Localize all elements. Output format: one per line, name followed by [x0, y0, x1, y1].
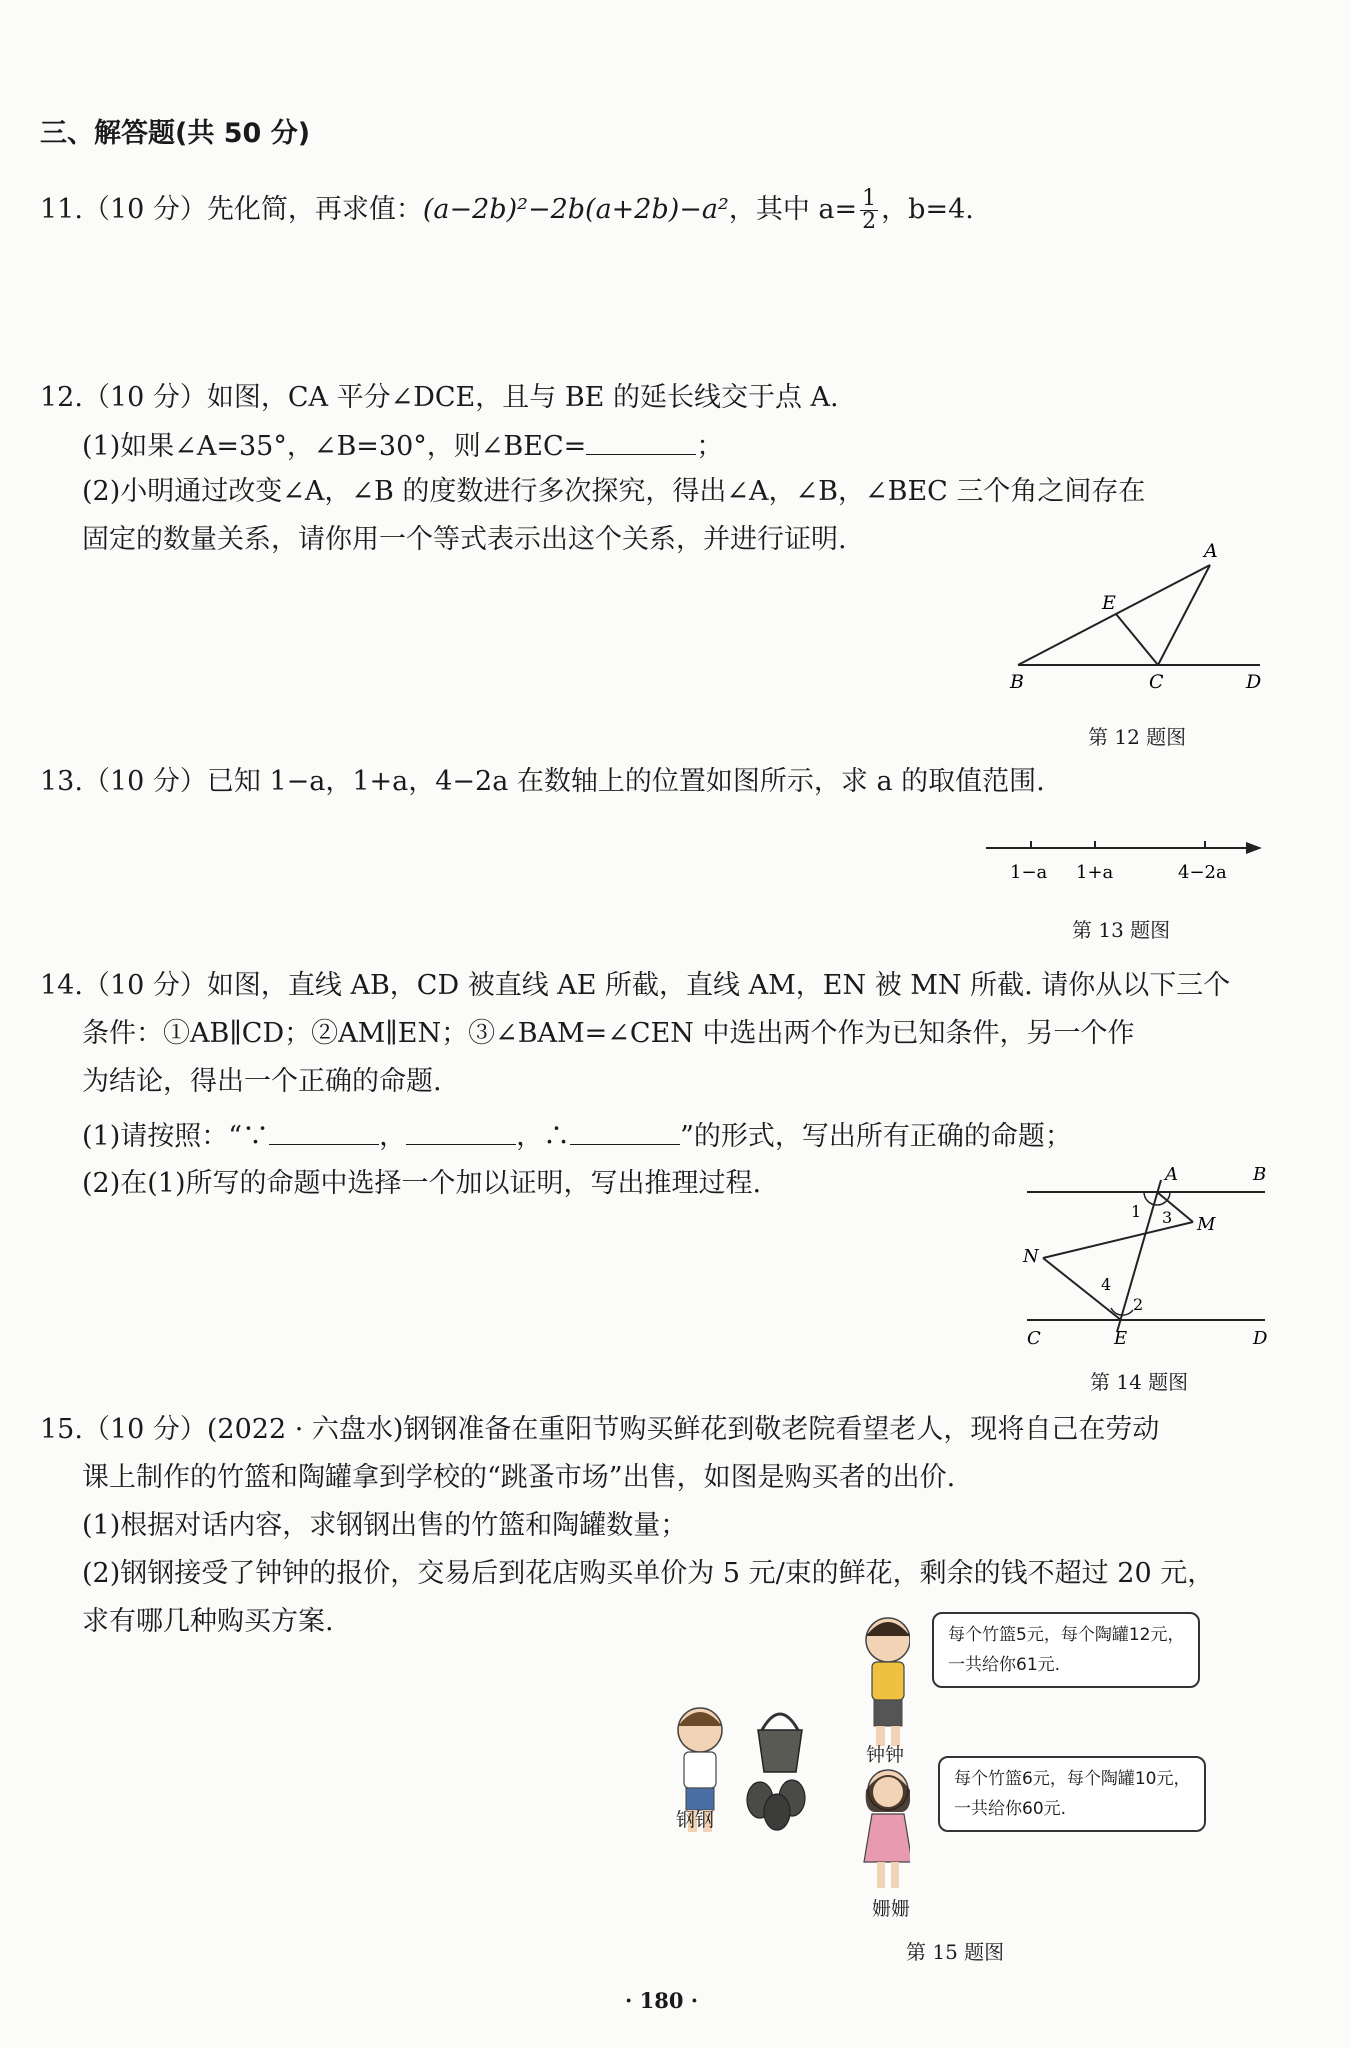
name-shanshan: 姗姗: [872, 1898, 911, 1920]
label-a: A: [1204, 540, 1218, 562]
bubble2-line2: 一共给你60元.: [954, 1799, 1067, 1819]
bubble1-line2: 一共给你61元.: [948, 1655, 1061, 1675]
question-15-part2-line1: (2)钢钢接受了钟钟的报价，交易后到花店购买单价为 5 元/束的鲜花，剩余的钱不超过 20 元，: [82, 1558, 1215, 1589]
label-n: N: [1023, 1246, 1039, 1267]
figure-13-caption: 第 13 题图: [1072, 918, 1171, 942]
question-11: [40, 188, 974, 233]
bubble1-line1: 每个竹篮5元，每个陶罐12元，: [948, 1625, 1185, 1645]
answer-blank[interactable]: [406, 1116, 516, 1145]
question-12-part2-line1: (2)小明通过改变∠A，∠B 的度数进行多次探究，得出∠A，∠B，∠BEC 三个角之间存在: [82, 476, 1146, 507]
q12-part1-text: (1)如果∠A=35°，∠B=30°，则∠BEC=: [82, 431, 587, 462]
label-m: M: [1197, 1214, 1216, 1235]
figure-15-caption: 第 15 题图: [906, 1940, 1005, 1964]
line-mn: [1043, 1222, 1193, 1258]
line-ba: [1018, 565, 1210, 665]
zhongzhong-figure: [866, 1618, 910, 1746]
section-title: 三、解答题(共 50 分): [40, 118, 311, 149]
q11-fraction: [860, 188, 878, 233]
question-14-line2: 条件：①AB∥CD；②AM∥EN；③∠BAM=∠CEN 中选出两个作为已知条件，另一个作: [82, 1018, 1135, 1049]
axis-arrow: [1246, 842, 1262, 854]
q14-part1-end: ”的形式，写出所有正确的命题；: [680, 1121, 1072, 1152]
label-b: B: [1010, 671, 1024, 693]
angle-label-1: 1: [1131, 1202, 1142, 1221]
label-b: B: [1253, 1164, 1267, 1185]
q14-part1-sep: ，: [379, 1121, 407, 1152]
label-d: D: [1253, 1328, 1268, 1349]
angle-label-4: 4: [1101, 1275, 1112, 1294]
basket-icon: [758, 1714, 802, 1772]
question-12-part2-line2: 固定的数量关系，请你用一个等式表示出这个关系，并进行证明.: [82, 524, 847, 555]
label-a: A: [1165, 1164, 1178, 1185]
q14-part1-therefore: ，∴: [516, 1121, 571, 1152]
q11-tail: ，b=4.: [881, 194, 974, 225]
page-number: · 180 ·: [625, 1988, 699, 2013]
tick-label-3: 4−2a: [1178, 862, 1227, 883]
line-ca: [1158, 565, 1210, 665]
figure-13-number-line: [980, 828, 1270, 888]
answer-blank[interactable]: [586, 426, 696, 455]
figure-12-caption: 第 12 题图: [1088, 725, 1187, 749]
q12-part1-end: ；: [696, 431, 724, 462]
q14-part1-text: (1)请按照：“∵: [82, 1121, 270, 1152]
speech-bubble-zhongzhong: [932, 1612, 1200, 1688]
figure-14-caption: 第 14 题图: [1090, 1370, 1189, 1394]
fraction-denominator: 2: [862, 209, 877, 234]
question-14-part1: [82, 1116, 1072, 1155]
label-e: E: [1102, 592, 1116, 614]
question-15-part2-line2: 求有哪几种购买方案.: [82, 1606, 334, 1637]
label-c: C: [1149, 671, 1164, 693]
question-14-part2: (2)在(1)所写的命题中选择一个加以证明，写出推理过程.: [82, 1168, 762, 1199]
label-e: E: [1114, 1328, 1128, 1349]
question-15-line2: 课上制作的竹篮和陶罐拿到学校的“跳蚤市场”出售，如图是购买者的出价.: [82, 1462, 956, 1493]
question-14-line1: 14.（10 分）如图，直线 AB，CD 被直线 AE 所截，直线 AM，EN 被 MN 所截. 请你从以下三个: [40, 970, 1231, 1001]
line-ec: [1116, 614, 1158, 665]
question-15-line1: 15.（10 分）(2022 · 六盘水)钢钢准备在重阳节购买鲜花到敬老院看望老人，现将自己在劳动: [40, 1414, 1160, 1445]
speech-bubble-shanshan: [938, 1756, 1206, 1832]
question-12-stem: 12.（10 分）如图，CA 平分∠DCE，且与 BE 的延长线交于点 A.: [40, 382, 839, 413]
label-c: C: [1027, 1328, 1041, 1349]
fraction-numerator: 1: [862, 186, 877, 211]
bubble2-line1: 每个竹篮6元，每个陶罐10元，: [954, 1769, 1191, 1789]
question-13-stem: 13.（10 分）已知 1−a，1+a，4−2a 在数轴上的位置如图所示，求 a 的取值范围.: [40, 766, 1045, 797]
figure-12: [990, 535, 1280, 705]
question-15-part1: (1)根据对话内容，求钢钢出售的竹篮和陶罐数量；: [82, 1510, 688, 1541]
shanshan-figure: [864, 1770, 910, 1888]
question-12-part1: [82, 426, 723, 465]
angle-label-3: 3: [1162, 1208, 1173, 1227]
tick-label-2: 1+a: [1076, 862, 1114, 883]
tick-label-1: 1−a: [1010, 862, 1048, 883]
name-ganggang: 钢钢: [676, 1809, 715, 1831]
q11-where: ，其中 a=: [728, 194, 858, 225]
angle-label-2: 2: [1133, 1295, 1144, 1314]
jar-icon: [747, 1780, 805, 1830]
label-d: D: [1246, 671, 1262, 693]
q11-expression: (a−2b)²−2b(a+2b)−a²: [422, 194, 729, 225]
q11-head: 11.（10 分）先化简，再求值：: [40, 194, 423, 225]
name-zhongzhong: 钟钟: [866, 1744, 905, 1766]
answer-blank[interactable]: [570, 1116, 680, 1145]
question-14-line3: 为结论，得出一个正确的命题.: [82, 1066, 442, 1097]
figure-14: [1015, 1160, 1285, 1350]
answer-blank[interactable]: [269, 1116, 379, 1145]
